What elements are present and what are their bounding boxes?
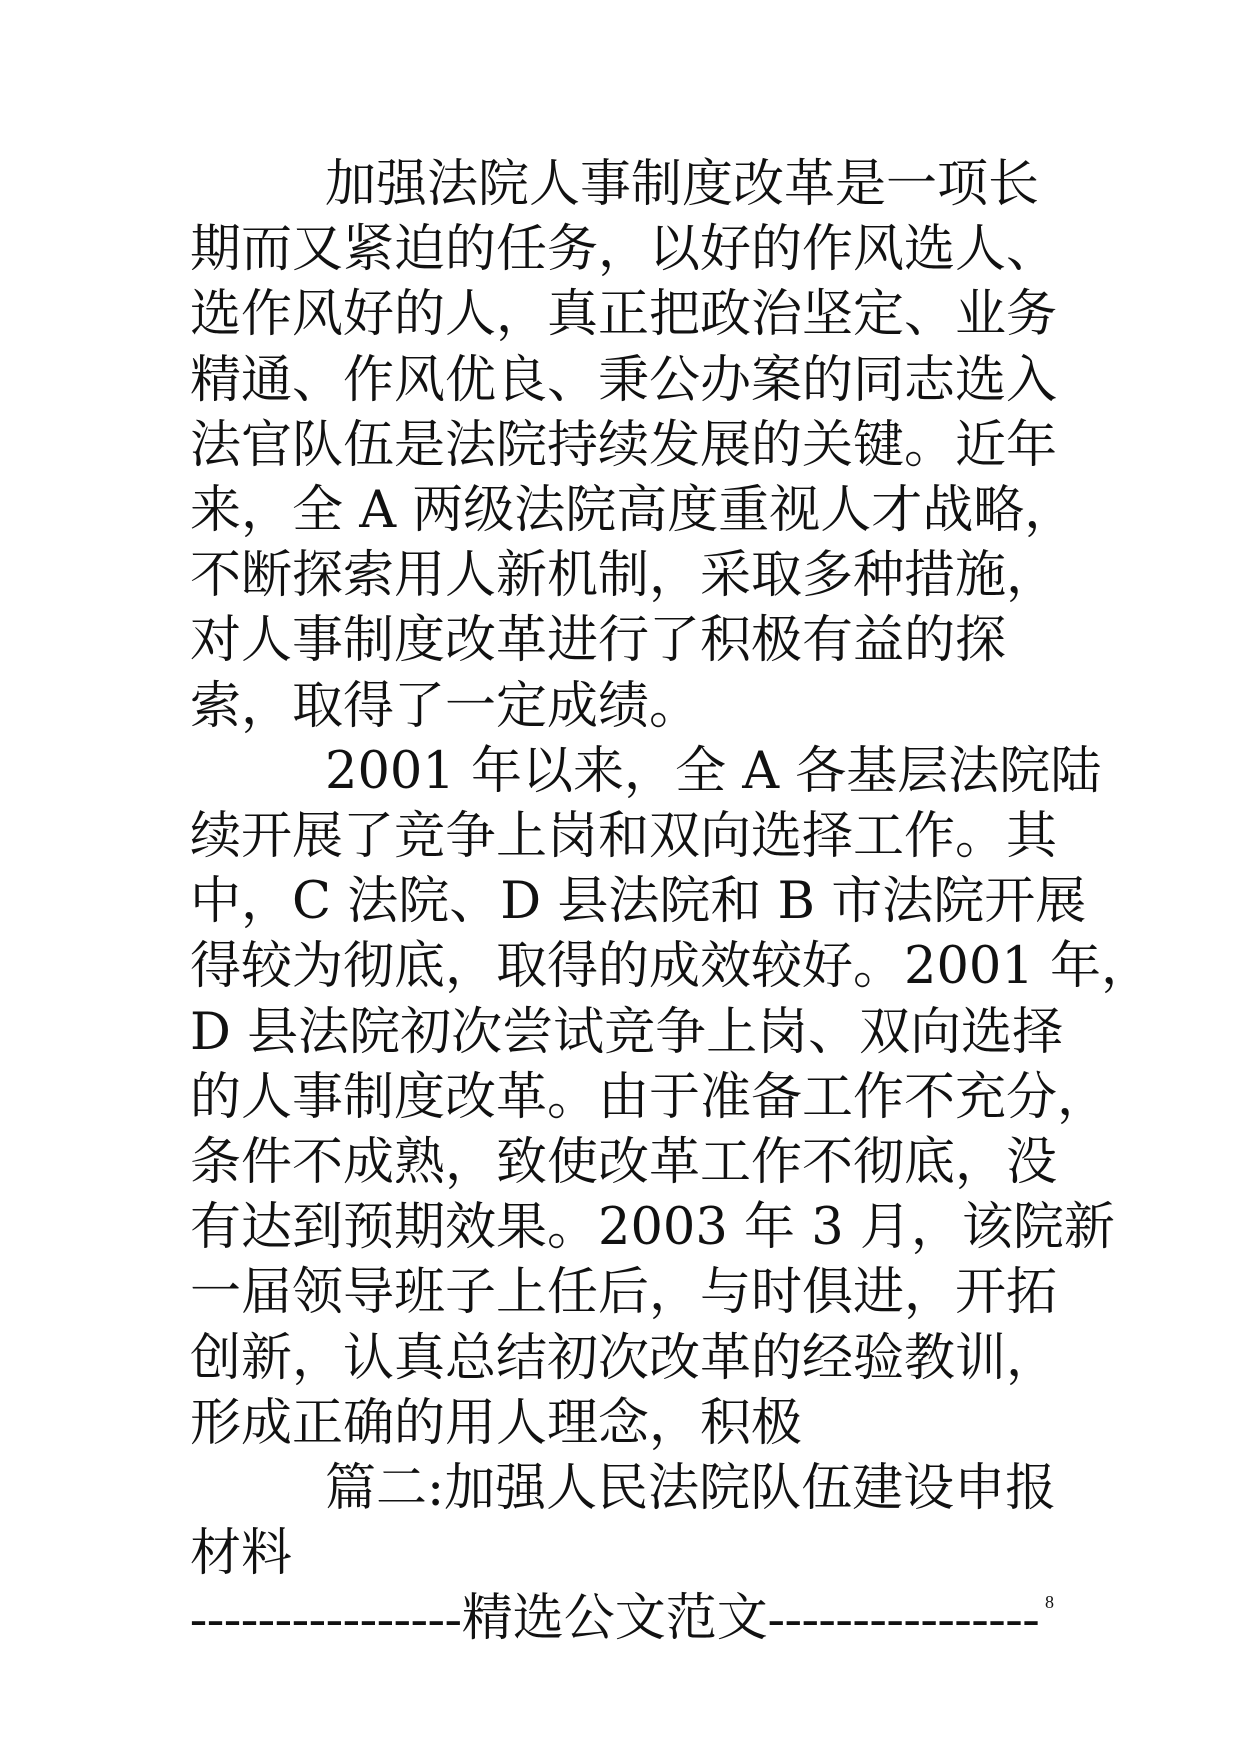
text-line: 来，全 A 两级法院高度重视人才战略， [190, 481, 1076, 541]
paragraph-1 [190, 152, 1076, 739]
text-line: 形成正确的用人理念，积极 [190, 1393, 803, 1453]
text-line: 有达到预期效果。2003 年 3 月，该院新 [190, 1198, 1115, 1258]
text-line: 对人事制度改革进行了积极有益的探 [190, 611, 1007, 671]
text-line: 加强法院人事制度改革是一项长 [325, 155, 1040, 214]
text-line: 条件不成熟，致使改革工作不彻底，没 [190, 1133, 1058, 1193]
text-line: 中，C 法院、D 县法院和 B 市法院开展 [190, 872, 1087, 932]
text-line: 创新，认真总结初次改革的经验教训， [190, 1328, 1058, 1388]
text-line: 材料 [190, 1524, 293, 1584]
text-line: 续开展了竞争上岗和双向选择工作。其 [190, 807, 1058, 867]
document-body [190, 152, 1153, 1586]
text-line: 索，取得了一定成绩。 [190, 676, 701, 736]
text-line: 2001 年以来，全 A 各基层法院陆 [325, 741, 1102, 801]
text-line: 篇二:加强人民法院队伍建设申报 [325, 1459, 1057, 1519]
text-line: 选作风好的人，真正把政治坚定、业务 [190, 285, 1058, 345]
text-line: 一届领导班子上任后，与时俱进，开拓 [190, 1263, 1058, 1323]
text-line: 法官队伍是法院持续发展的关键。近年 [190, 415, 1058, 475]
paragraph-2 [190, 739, 1153, 1456]
text-line: D 县法院初次尝试竞争上岗、双向选择 [190, 1002, 1064, 1062]
page-number: 8 [1045, 1592, 1054, 1612]
text-line: 得较为彻底，取得的成效较好。2001 年， [190, 937, 1153, 997]
text-line: 不断探索用人新机制，采取多种措施， [190, 546, 1058, 606]
section-heading [190, 1456, 1070, 1586]
text-line: 精通、作风优良、秉公办案的同志选入 [190, 350, 1058, 410]
footer-separator: ----------------精选公文范文---------------- [190, 1591, 1040, 1647]
text-line: 的人事制度改革。由于准备工作不充分， [190, 1067, 1109, 1127]
text-line: 期而又紧迫的任务，以好的作风选人、 [190, 220, 1058, 280]
